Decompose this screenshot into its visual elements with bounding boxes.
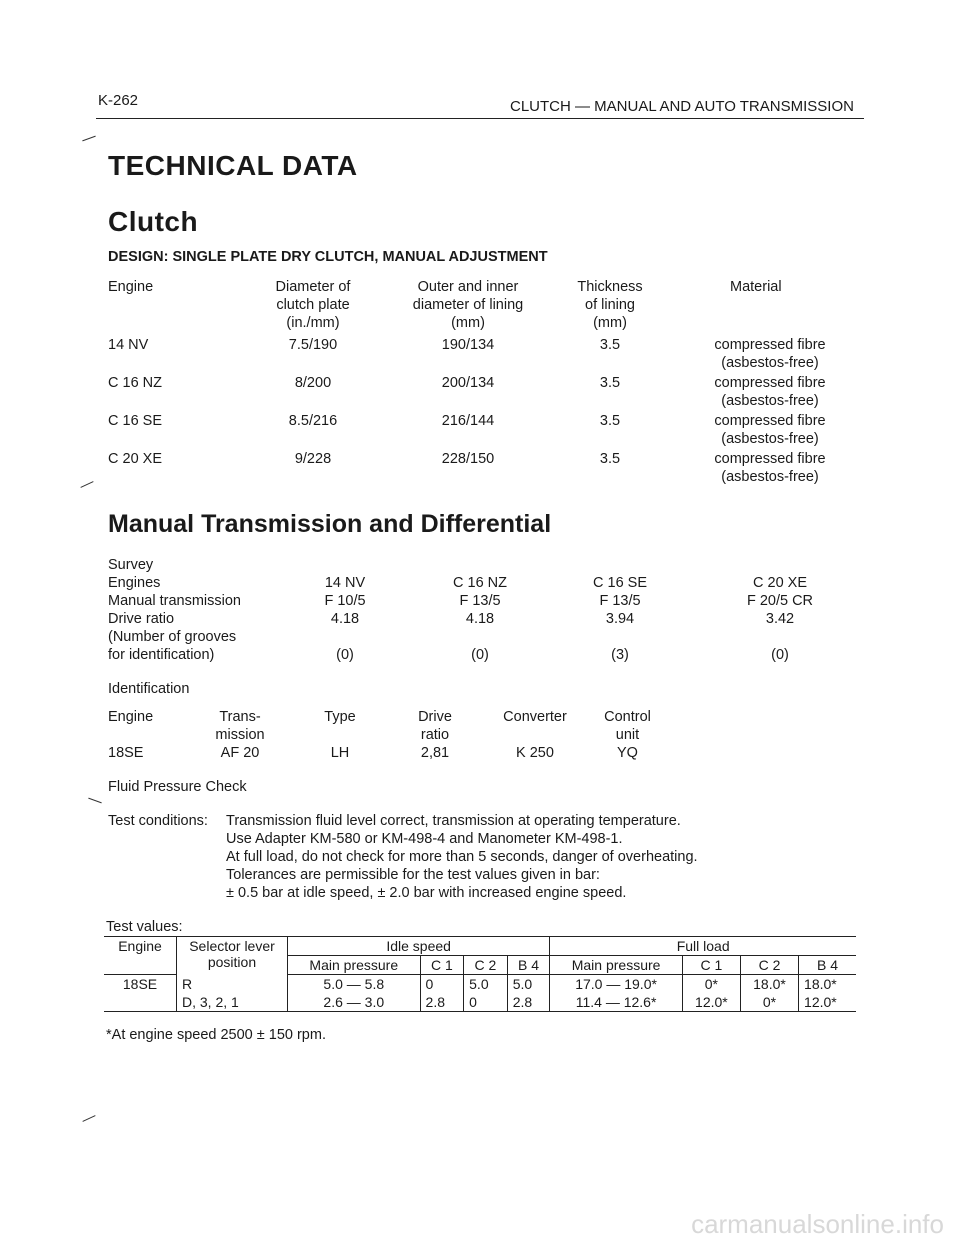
cell: 5.0 — 5.8 [288, 975, 421, 994]
cell: 11.4 — 12.6* [550, 993, 683, 1012]
cell: 18.0* [740, 975, 798, 994]
manual-labels: Survey Engines Manual transmission Drive ratio (Number of grooves [108, 557, 241, 645]
clutch-diameter: 7.5/190 [288, 337, 338, 353]
ident-trans: AF 20 [220, 745, 260, 761]
clutch-diameter: 8.5/216 [288, 413, 338, 429]
clutch-engine: C 20 XE [108, 451, 162, 467]
manual-col: C 16 NZ F 13/5 4.18 [453, 575, 507, 627]
scan-mark [88, 798, 101, 804]
footnote: *At engine speed 2500 ± 150 rpm. [106, 1027, 326, 1043]
cell-pos: D, 3, 2, 1 [177, 993, 288, 1012]
ident-h-trans: Trans- mission [215, 709, 265, 743]
clutch-diameter: 9/228 [294, 451, 332, 467]
identification-heading: Identification [108, 681, 190, 697]
clutch-lining: 190/134 [441, 337, 495, 353]
th-c1: C 1 [682, 956, 740, 975]
cell-engine: 18SE [104, 975, 177, 1012]
ident-control: YQ [617, 745, 638, 761]
th-c2: C 2 [464, 956, 508, 975]
fluid-heading: Fluid Pressure Check [108, 779, 247, 795]
cell: 2.6 — 3.0 [288, 993, 421, 1012]
clutch-engine: 14 NV [108, 337, 149, 353]
clutch-material: compressed fibre (asbestos-free) [714, 413, 826, 447]
clutch-material: compressed fibre (asbestos-free) [714, 337, 826, 371]
section-title: CLUTCH — MANUAL AND AUTO TRANSMISSION [510, 98, 854, 115]
clutch-lining: 228/150 [441, 451, 495, 467]
test-values-table [104, 936, 856, 1012]
cell: 0* [682, 975, 740, 994]
th-main-pressure: Main pressure [550, 956, 683, 975]
clutch-col-diameter: Diameter of clutch plate (in./mm) [275, 279, 351, 331]
cell: 17.0 — 19.0* [550, 975, 683, 994]
cell: 2.8 [507, 993, 550, 1012]
th-b4: B 4 [507, 956, 550, 975]
clutch-engine: C 16 SE [108, 413, 162, 429]
clutch-col-material: Material [730, 279, 782, 295]
scan-mark [82, 1115, 95, 1122]
scan-mark [82, 136, 95, 142]
manual-grooves: (3) [611, 647, 629, 663]
ident-h-engine: Engine [108, 709, 154, 725]
manual-grooves: (0) [471, 647, 489, 663]
manual-heading: Manual Transmission and Differential [108, 510, 552, 538]
clutch-thickness: 3.5 [599, 413, 621, 429]
ident-drive: 2,81 [420, 745, 450, 761]
clutch-material: compressed fibre (asbestos-free) [714, 375, 826, 409]
clutch-thickness: 3.5 [599, 451, 621, 467]
clutch-engine: C 16 NZ [108, 375, 162, 391]
manual-col: 14 NV F 10/5 4.18 [324, 575, 366, 627]
clutch-diameter: 8/200 [294, 375, 332, 391]
clutch-material: compressed fibre (asbestos-free) [714, 451, 826, 485]
watermark: carmanualsonline.info [691, 1209, 944, 1239]
clutch-col-lining: Outer and inner diameter of lining (mm) [412, 279, 524, 331]
cell: 12.0* [799, 993, 856, 1012]
clutch-lining: 200/134 [441, 375, 495, 391]
test-values-label: Test values: [106, 919, 183, 935]
clutch-design: DESIGN: SINGLE PLATE DRY CLUTCH, MANUAL ADJUSTMENT [108, 249, 548, 265]
cell: 0* [740, 993, 798, 1012]
cell: 0 [420, 975, 464, 994]
ident-h-drive: Drive ratio [418, 709, 452, 743]
manual-col: C 20 XE F 20/5 CR 3.42 [746, 575, 814, 627]
table-row [104, 975, 856, 994]
cell: 5.0 [464, 975, 508, 994]
page-number: K-262 [98, 92, 139, 109]
cell-pos: R [177, 975, 288, 994]
ident-h-converter: Converter [503, 709, 567, 725]
cell: 12.0* [682, 993, 740, 1012]
th-engine: Engine [104, 937, 177, 975]
th-main-pressure: Main pressure [288, 956, 421, 975]
test-conditions-label: Test conditions: [108, 813, 208, 829]
ident-engine: 18SE [108, 745, 144, 761]
th-full: Full load [550, 937, 856, 956]
manual-label-grooves: for identification) [108, 647, 215, 663]
cell: 2.8 [420, 993, 464, 1012]
ident-converter: K 250 [516, 745, 554, 761]
scan-mark [80, 481, 93, 488]
clutch-lining: 216/144 [441, 413, 495, 429]
header-rule [96, 118, 864, 119]
manual-grooves: (0) [336, 647, 354, 663]
th-idle: Idle speed [288, 937, 550, 956]
cell: 5.0 [507, 975, 550, 994]
clutch-col-engine: Engine [108, 279, 154, 295]
ident-type: LH [330, 745, 350, 761]
cell: 18.0* [804, 976, 837, 992]
manual-grooves: (0) [771, 647, 789, 663]
clutch-thickness: 3.5 [599, 375, 621, 391]
manual-col: C 16 SE F 13/5 3.94 [593, 575, 647, 627]
th-b4: B 4 [799, 956, 856, 975]
clutch-col-thickness: Thickness of lining (mm) [577, 279, 643, 331]
test-conditions-text: Transmission fluid level correct, transmission at operating temperature. Use Adapter KM-580 or KM-498-4 and Manometer KM-498-1. At full load, do not check for more than 5 seconds, danger of overheating. Tolerances are permissible for the test values given in bar: ± 0.5 bar at idle speed, ± 2.0 bar with increased engine speed. [226, 813, 698, 901]
cell: 0 [464, 993, 508, 1012]
th-c1: C 1 [420, 956, 464, 975]
table-row [104, 993, 856, 1012]
ident-h-type: Type [324, 709, 356, 725]
clutch-thickness: 3.5 [599, 337, 621, 353]
clutch-heading: Clutch [108, 206, 199, 237]
page-title: TECHNICAL DATA [108, 150, 358, 181]
ident-h-control: Control unit [604, 709, 651, 743]
th-c2: C 2 [740, 956, 798, 975]
th-selector: Selector lever position [177, 937, 288, 975]
